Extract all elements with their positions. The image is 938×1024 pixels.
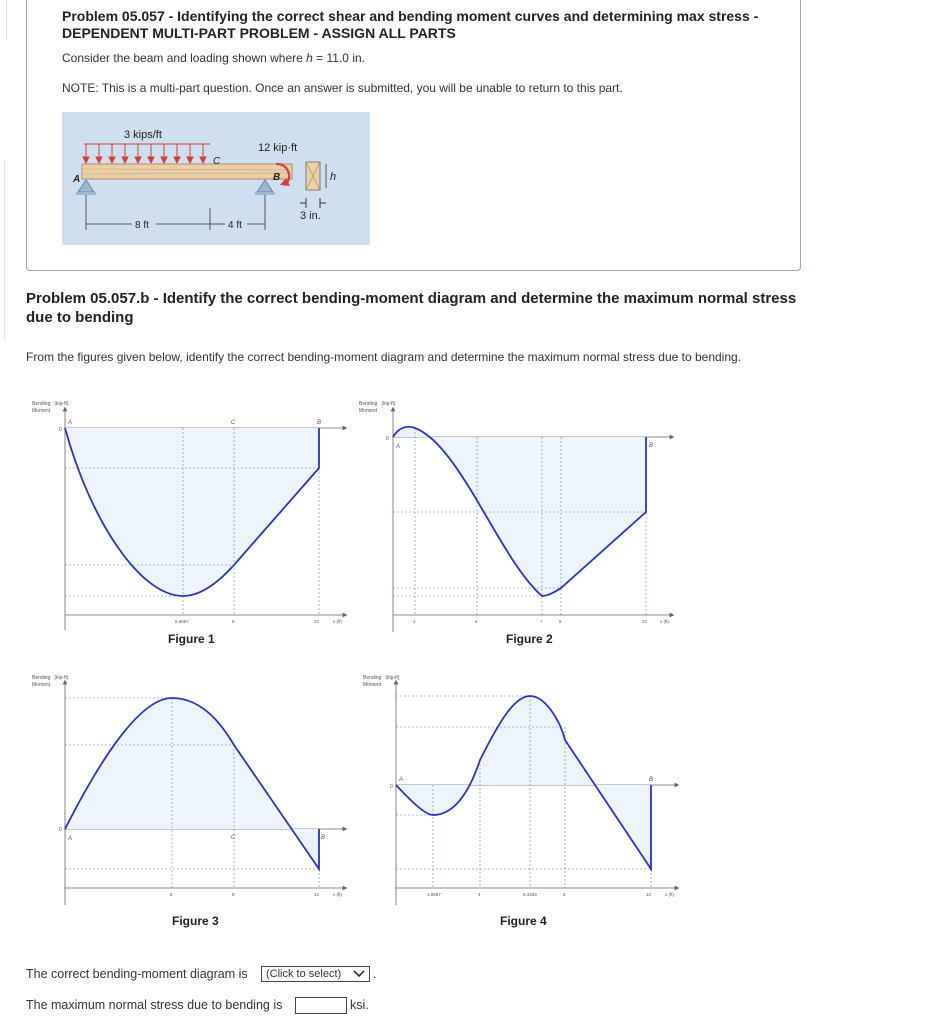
moment-label: 12 kip·ft: [258, 142, 298, 154]
stress-prompt: The maximum normal stress due to bending is: [26, 998, 283, 1012]
fig1-caption: Figure 1: [168, 632, 215, 646]
fig4-label-b: B: [649, 777, 654, 783]
fig4-axis-label-2: Moment: [363, 682, 382, 688]
fig2-label-b: B: [649, 443, 654, 449]
problem-title-line2: DEPENDENT MULTI-PART PROBLEM - ASSIGN ALL PARTS: [62, 25, 456, 41]
load-label: 3 kips/ft: [124, 129, 162, 141]
fig3-tick: 5: [170, 892, 173, 897]
figure-1: [32, 401, 345, 646]
point-c-label: C: [213, 156, 221, 167]
fig4-axis-label: Bending (kip-ft): [363, 675, 400, 681]
span1-label: 8 ft: [135, 220, 149, 231]
fig1-label-c: C: [231, 420, 236, 426]
fig2-origin: 0: [386, 436, 389, 442]
fig1-tick: 5.6667: [175, 619, 189, 624]
fig3-caption: Figure 3: [172, 914, 219, 928]
fig2-axis-label: Bending (kip-ft): [359, 401, 396, 407]
section-width-label: 3 in.: [300, 210, 321, 222]
part-instruction: From the figures given below, identify the correct bending-moment diagram and determine the maximum normal stress due to bending.: [26, 350, 742, 364]
fig3-label-c: C: [231, 835, 236, 841]
fig2-caption: Figure 2: [506, 632, 553, 646]
span2-label: 4 ft: [228, 220, 242, 231]
fig3-tick: 8: [232, 892, 235, 897]
figure-2: [359, 401, 672, 646]
fig1-axis-label-2: Moment: [32, 408, 51, 414]
fig3-axis-label: Bending (kip-ft): [32, 675, 69, 681]
section-height-label: h: [330, 171, 337, 183]
stress-answer-input[interactable]: [295, 997, 347, 1014]
fig4-tick: 4: [478, 892, 481, 897]
fig4-tick: 8: [563, 892, 566, 897]
fig4-caption: Figure 4: [500, 914, 547, 928]
fig4-tick: 12: [646, 892, 652, 897]
fig2-label-a: A: [396, 444, 401, 450]
fig4-tick: 1.6667: [427, 892, 441, 897]
fig2-tick: 8: [559, 619, 562, 624]
part-title: Problem 05.057.b - Identify the correct bending-moment diagram and determine the maximum normal stress due to bending: [26, 290, 797, 326]
fig1-label-a: A: [68, 420, 73, 426]
fig4-tick: 6.3333: [523, 892, 537, 897]
period-text: .: [373, 967, 377, 981]
fig4-origin: 0: [390, 784, 393, 790]
fig3-label-a: A: [68, 836, 73, 842]
fig1-x-label: x (ft): [333, 619, 342, 624]
fig1-origin: 0: [59, 427, 62, 433]
diagram-select-value: (Click to select): [266, 968, 342, 980]
statement-prefix: Consider the beam and loading shown where: [62, 51, 307, 65]
figure-4: [363, 675, 677, 928]
fig3-tick: 12: [314, 892, 320, 897]
figure-3: [32, 675, 345, 928]
point-a-label: A: [73, 174, 81, 185]
diagram-prompt: The correct bending-moment diagram is: [26, 967, 248, 981]
fig3-axis-label-2: Moment: [32, 682, 51, 688]
fig2-tick: 1: [413, 619, 416, 624]
fig2-x-label: x (ft): [660, 619, 669, 624]
point-b-label: B: [273, 172, 281, 183]
fig3-origin: 0: [59, 827, 62, 833]
problem-note: NOTE: This is a multi-part question. Once an answer is submitted, you will be unable to return to this part.: [62, 81, 623, 95]
problem-title-line1: Problem 05.057 - Identifying the correct shear and bending moment curves and determining max stress -: [62, 8, 759, 24]
fig4-x-label: x (ft): [665, 892, 674, 897]
diagram-select[interactable]: [261, 966, 370, 982]
fig2-tick: 12: [642, 619, 648, 624]
statement-value: = 11.0 in.: [312, 51, 365, 65]
fig1-tick: 12: [314, 619, 320, 624]
chevron-down-icon: [353, 970, 365, 978]
fig2-tick: 4: [475, 619, 478, 624]
fig3-label-b: B: [321, 835, 326, 841]
stress-unit: ksi.: [350, 998, 369, 1012]
fig4-label-a: A: [399, 777, 404, 783]
fig1-label-b: B: [317, 420, 322, 426]
fig1-tick: 8: [232, 619, 235, 624]
fig2-axis-label-2: Moment: [359, 408, 378, 414]
fig1-axis-label: Bending (kip-ft): [32, 401, 69, 407]
fig2-tick: 7: [540, 619, 543, 624]
fig3-x-label: x (ft): [333, 892, 342, 897]
statement-variable: h: [306, 51, 313, 65]
